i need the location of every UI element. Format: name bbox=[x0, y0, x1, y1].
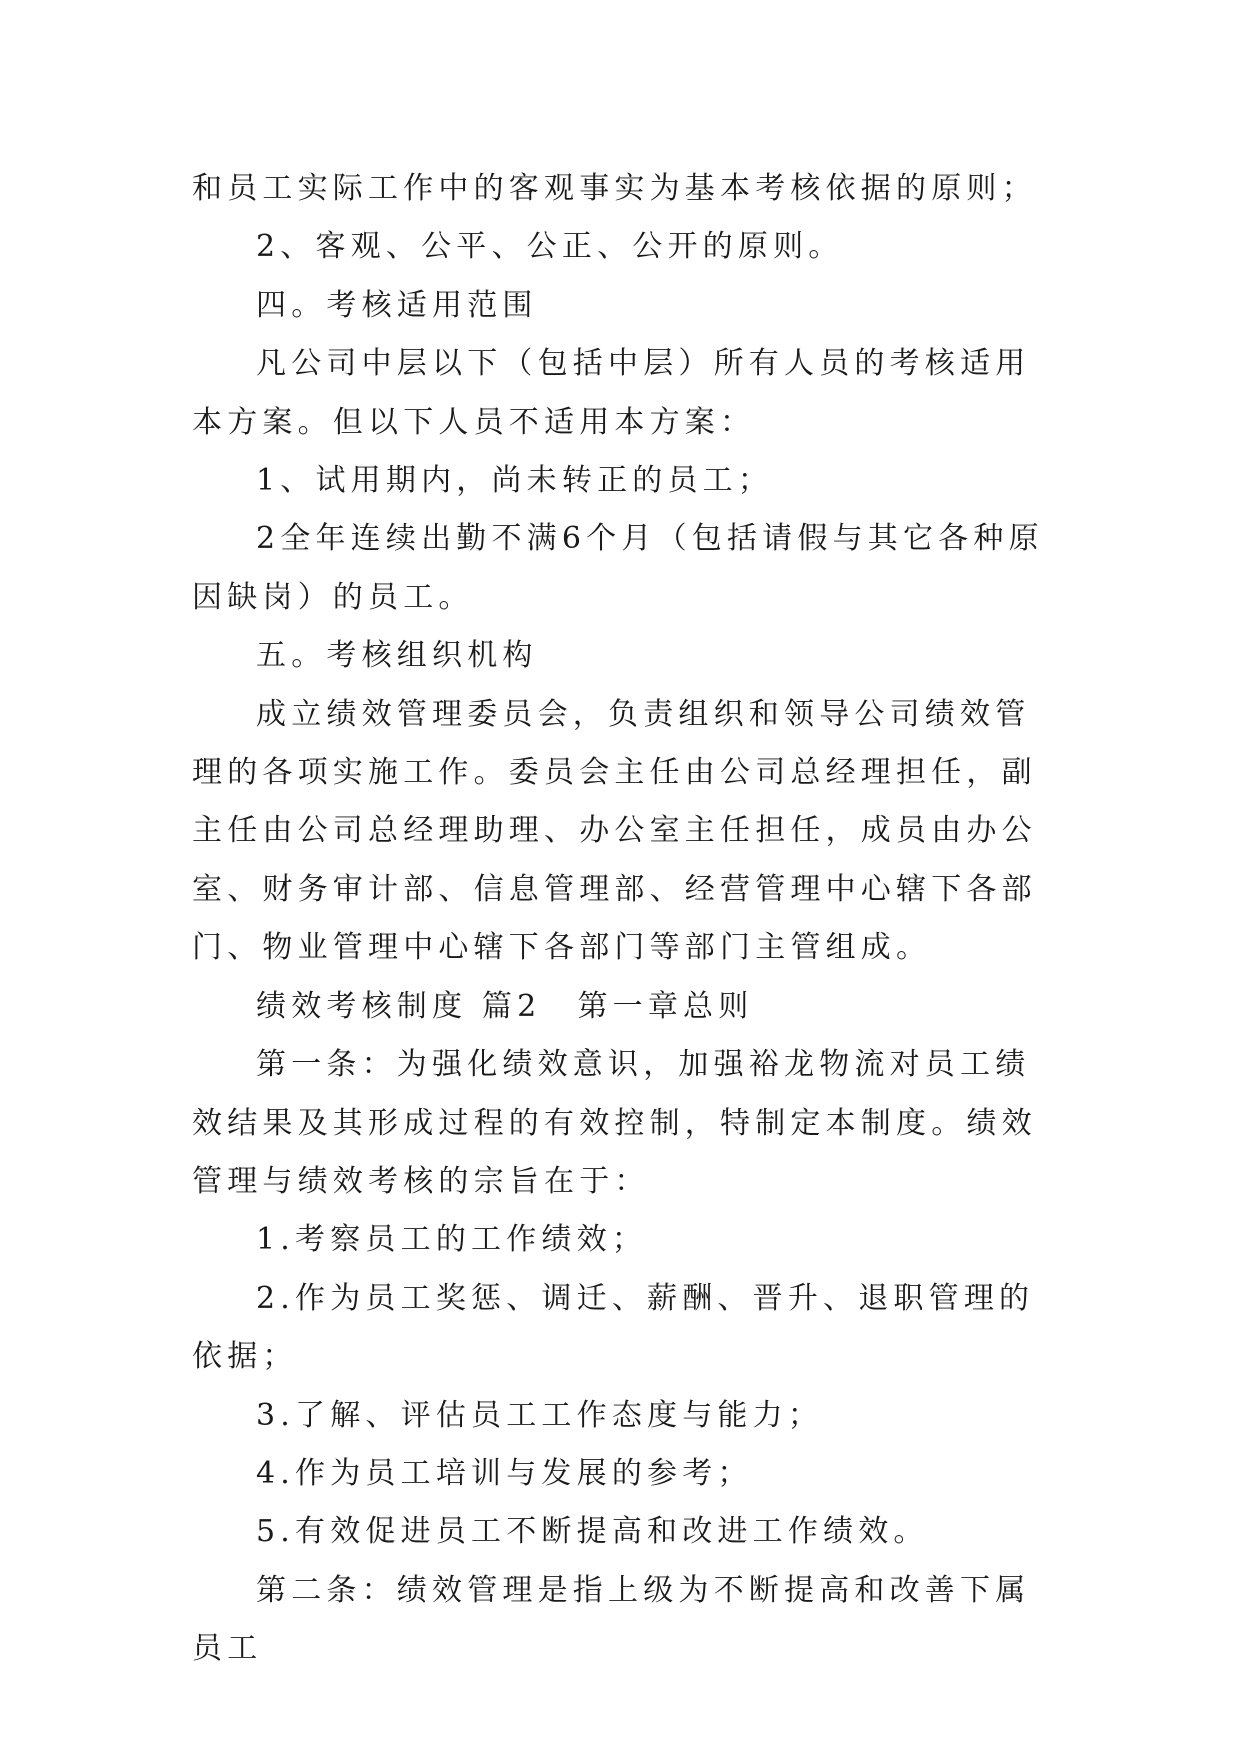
paragraph: 2、客观、公平、公正、公开的原则。 bbox=[256, 229, 844, 265]
section-heading: 五。考核组织机构 bbox=[256, 638, 538, 674]
chapter-heading-line bbox=[192, 978, 1054, 1036]
paragraph: 和员工实际工作中的客观事实为基本考核依据的原则； bbox=[192, 171, 1037, 206]
paragraph: 第二条：绩效管理是指上级为不断提高和改善下属员工 bbox=[192, 1572, 1031, 1667]
section-heading: 四。考核适用范围 bbox=[256, 287, 538, 323]
paragraph: 凡公司中层以下（包括中层）所有人员的考核适用本方案。但以下人员不适用本方案： bbox=[192, 346, 1031, 440]
list-item: 1、试用期内，尚未转正的员工； bbox=[256, 463, 774, 499]
paragraph: 第一条：为强化绩效意识，加强裕龙物流对员工绩效结果及其形成过程的有效控制，特制定本制度。绩效管理与绩效考核的宗旨在于： bbox=[192, 1047, 1037, 1199]
document-body bbox=[192, 160, 1054, 1679]
list-item: 4.作为员工培训与发展的参考； bbox=[256, 1455, 753, 1491]
paragraph: 成立绩效管理委员会，负责组织和领导公司绩效管理的各项实施工作。委员会主任由公司总经理担任，副主任由公司总经理助理、办公室主任担任，成员由办公室、财务审计部、信息管理部、经营管理中心辖下各部门、物业管理中心辖下各部门等部门主管组成。 bbox=[192, 696, 1037, 966]
list-item: 2.作为员工奖惩、调迁、薪酬、晋升、退职管理的依据； bbox=[192, 1280, 1035, 1375]
document-title: 绩效考核制度 篇2 bbox=[256, 988, 542, 1024]
list-item: 5.有效促进员工不断提高和改进工作绩效。 bbox=[256, 1514, 929, 1550]
list-item: 3.了解、评估员工工作态度与能力； bbox=[256, 1397, 824, 1433]
list-item: 1.考察员工的工作绩效； bbox=[256, 1222, 648, 1258]
list-item: 2全年连续出勤不满6个月（包括请假与其它各种原因缺岗）的员工。 bbox=[192, 521, 1044, 615]
chapter-title: 第一章总则 bbox=[577, 988, 754, 1024]
